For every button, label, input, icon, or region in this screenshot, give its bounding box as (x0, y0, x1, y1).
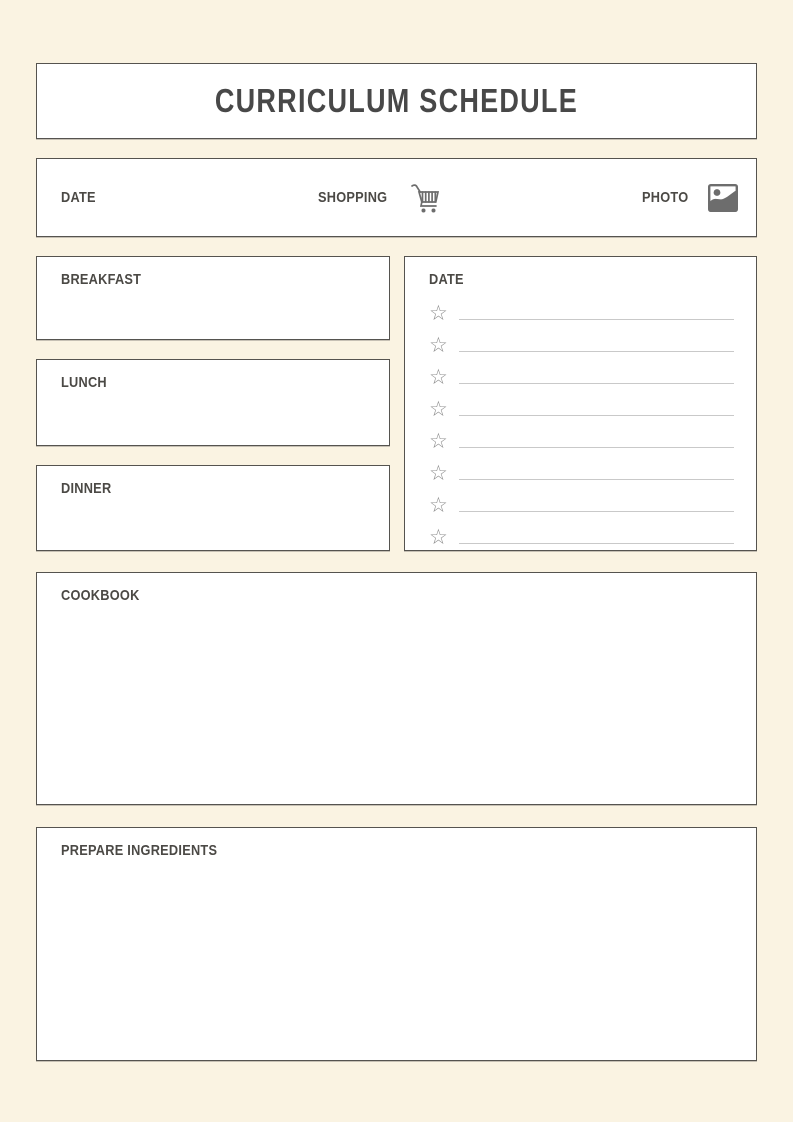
breakfast-box[interactable] (36, 256, 390, 340)
star-outline-icon: ☆ (429, 301, 448, 325)
star-outline-icon: ☆ (429, 365, 448, 389)
lunch-box[interactable] (36, 359, 390, 446)
date-entry-line[interactable] (459, 415, 734, 416)
cookbook-box[interactable] (36, 572, 757, 805)
prepare-ingredients-box[interactable] (36, 827, 757, 1061)
date-entry-row (429, 325, 736, 357)
date-entry-row (429, 357, 736, 389)
star-outline-icon: ☆ (429, 397, 448, 421)
info-bar (36, 158, 757, 237)
photo-image-icon (708, 184, 738, 212)
star-outline-icon: ☆ (429, 429, 448, 453)
date-list-label: DATE (429, 271, 464, 288)
date-label: DATE (61, 188, 96, 206)
date-entry-line[interactable] (459, 447, 734, 448)
date-entry-line[interactable] (459, 511, 734, 512)
date-list-box (404, 256, 757, 551)
date-entry-row (429, 453, 736, 485)
photo-label: PHOTO (642, 189, 689, 206)
lunch-label: LUNCH (61, 374, 107, 391)
date-entry-row (429, 293, 736, 325)
page-title: CURRICULUM SCHEDULE (214, 82, 579, 119)
date-entry-row (429, 421, 736, 453)
dinner-label: DINNER (61, 480, 112, 497)
date-entry-row (429, 517, 736, 549)
star-outline-icon: ☆ (429, 525, 448, 549)
breakfast-label: BREAKFAST (61, 271, 142, 288)
date-entry-row (429, 389, 736, 421)
cookbook-label: COOKBOOK (61, 587, 140, 604)
star-outline-icon: ☆ (429, 333, 448, 357)
shopping-label: SHOPPING (318, 189, 388, 206)
dinner-box[interactable] (36, 465, 390, 551)
star-outline-icon: ☆ (429, 493, 448, 517)
star-outline-icon: ☆ (429, 461, 448, 485)
date-entry-line[interactable] (459, 543, 734, 544)
prepare-ingredients-label: PREPARE INGREDIENTS (61, 842, 218, 859)
date-entry-line[interactable] (459, 479, 734, 480)
date-entry-line[interactable] (459, 351, 734, 352)
date-entry-line[interactable] (459, 319, 734, 320)
shopping-cart-icon (409, 181, 441, 215)
date-star-list (429, 293, 736, 549)
date-entry-row (429, 485, 736, 517)
date-entry-line[interactable] (459, 383, 734, 384)
title-box (36, 63, 757, 139)
